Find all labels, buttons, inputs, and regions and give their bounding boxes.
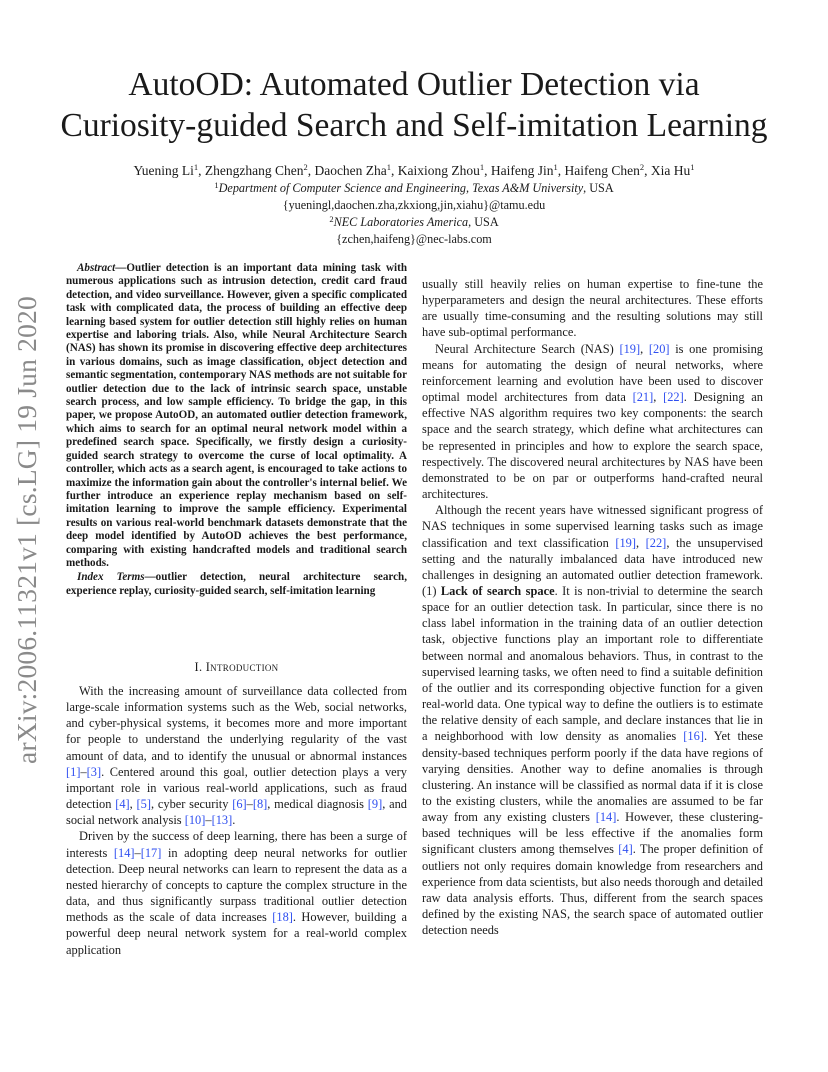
left-body	[66, 683, 407, 958]
citation-link[interactable]: [3]	[86, 764, 102, 779]
author-name: Haifeng Chen	[564, 163, 640, 178]
author-name: Zhengzhang Chen	[204, 163, 304, 178]
author-affiliation-mark: 1	[553, 162, 558, 172]
affiliation-2: $^2$NEC Laboratories America, USA	[329, 214, 499, 229]
right-column	[422, 276, 763, 938]
abstract-label: Abstract	[77, 262, 116, 274]
citation-link[interactable]: [16]	[683, 729, 704, 744]
author-name: Yuening Li	[133, 163, 194, 178]
citation-link[interactable]: [22]	[663, 390, 684, 405]
citation-link[interactable]: [4]	[618, 842, 633, 857]
author-affiliation-mark: 2	[639, 162, 645, 172]
index-terms-text: —outlier detection, neural architecture search, experience replay, curiosity-guided search, self-imitation learning	[66, 571, 407, 597]
affiliation-1: $^1$Department of Computer Science and Engineering, Texas A&M University, USA	[214, 180, 614, 195]
left-column	[66, 262, 407, 598]
citation-link[interactable]: [17]	[140, 845, 162, 860]
affiliation-2-email: {zchen,haifeng}@nec-labs.com	[336, 232, 492, 246]
author-affiliation-mark: 1	[690, 162, 695, 172]
title-line-1: AutoOD: Automated Outlier Detection via	[128, 66, 700, 103]
citation-link[interactable]: [8]	[252, 797, 268, 812]
author-name: Xia Hu	[650, 163, 691, 178]
affiliation-1-email: {yueningl,daochen.zha,zkxiong,jin,xiahu}@tamu.edu	[282, 198, 546, 212]
author-name: Daochen Zha	[314, 163, 387, 178]
index-terms	[66, 571, 407, 598]
citation-link[interactable]: [19]	[619, 341, 641, 356]
citation-link[interactable]: [13]	[211, 813, 233, 828]
abstract-text: —Outlier detection is an important data mining task with numerous applications such as intrusion detection, credit card fraud detection, and video surveillance. However, given a specific complicated task with complicated data, the process of building an effective deep learning based system for outlier detection still highly relies on human expertise and laboring trials. Also, while Neural Architecture Search (NAS) has shown its promise in discovering effective deep architectures in various domains, such as image classification, object detection and semantic segmentation, contemporary NAS methods are not suitable for outlier detection due to the lack of intrinsic search space, unstable search process, and low sample efficiency. To bridge the gap, in this paper, we propose AutoOD, an automated outlier detection framework, which aims to search for an optimal neural network model within a predefined search space. Specifically, we firstly design a curiosity-guided search strategy to overcome the curse of local optimality. A controller, which acts as a search agent, is encouraged to take actions to maximize the information gain about the controller's internal belief. We further introduce an experience replay mechanism based on self-imitation learning to improve the sample efficiency. Experimental results on various real-world benchmark datasets demonstrate that the deep model identified by AutoOD achieves the best performance, comparing with existing handcrafted models and traditional search methods.	[66, 262, 407, 569]
body-paragraph: With the increasing amount of surveillance data collected from large-scale information systems such as the Web, social networks, and cyber-physical systems, it becomes more and more important for people to understand the underlying regularity of the vast amount of data, and to identify the unusual or abnormal instances [1]–[3]. Centered around this goal, outlier detection plays a very important role in various real-world applications, such as fraud detection [4], [5], cyber security [6]–[8], medical diagnosis [9], and social network analysis [10]–[13].	[66, 684, 408, 828]
section-number: I.	[194, 660, 203, 674]
citation-link[interactable]: [21]	[632, 390, 654, 405]
abstract	[66, 262, 407, 570]
citation-link[interactable]: [20]	[648, 341, 670, 356]
author-affiliation-mark: 1	[193, 162, 199, 172]
body-paragraph: Although the recent years have witnessed significant progress of NAS techniques in some supervised learning tasks such as image classification and text classification [19], [22], the unsupervised setting and the naturally imbalanced data have introduced new challenges in designing an automated outlier detection framework. (1) Lack of search space. It is non-trivial to determine the search space for an outlier detection task. In particular, since there is no class label information in the training data of an outlier detection task, objective functions play an important role to differentiate between normal and anomalous behaviors. Thus, in contrast to the supervised learning tasks, we often need to find a suitable definition of the outlier and its corresponding objective function for a given real-world data. One typical way to define the outliers is to estimate the relative density of each sample, and declare instances that lie in a neighborhood with low density as anomalies [16]. Yet these density-based techniques perform poorly if the data have regions of varying densities. Another way to define anomalies is through clustering. An instance will be classified as normal data if it is close to the existing clusters, while the anomalies are assumed to be far away from any existing clusters [14]. However, these clustering-based techniques will be less effective if the anomalies form significant clusters among themselves [4]. The proper definition of outliers not only requires domain knowledge from researchers and experience from data scientists, but also needs thorough and detailed raw data analysis efforts. Thus, different from the search spaces defined by the existing NAS, the search space of automated outlier detection needs	[422, 503, 764, 938]
arxiv-side-stamp	[12, 290, 42, 770]
author-name: Haifeng Jin	[490, 163, 554, 178]
arxiv-identifier: arXiv:2006.11321v1 [cs.LG] 19 Jun 2020	[11, 296, 42, 764]
citation-link[interactable]: [6]	[232, 797, 247, 812]
citation-link[interactable]: [18]	[272, 910, 293, 925]
body-paragraph: Driven by the success of deep learning, there has been a surge of interests [14]–[17] in adopting deep neural networks for outlier detection. Deep neural networks can learn to represent the data as a nested hierarchy of concepts to capture the complex structure in the data, and thus significantly surpass traditional outlier detection methods as the scale of data increases [18]. However, building a powerful deep neural network system for a real-world complex application	[66, 829, 408, 957]
title-line-2: Curiosity-guided Search and Self-imitation Learning	[60, 107, 768, 144]
section-heading	[66, 660, 407, 675]
citation-link[interactable]: [9]	[367, 797, 383, 812]
body-paragraph: Neural Architecture Search (NAS) [19], [20] is one promising means for automating the design of neural networks, where reinforcement learning and evolution have been used to discover optimal model architectures from data [21], [22]. Designing an effective NAS algorithm requires two key components: the search space and the search strategy, which define what architectures can be represented in principles and how to explore the search space, respectively. The discovered neural architectures by NAS have been demonstrated to be on par or outperforms hand-crafted neural architectures.	[422, 341, 763, 502]
citation-link[interactable]: [19]	[615, 535, 637, 550]
author-name: Kaixiong Zhou	[397, 163, 480, 178]
citation-link[interactable]: [5]	[136, 797, 151, 812]
citation-link[interactable]: [22]	[645, 535, 667, 550]
author-affiliation-mark: 2	[303, 162, 308, 172]
paper-title	[0, 64, 828, 146]
citation-link[interactable]: [1]	[66, 764, 81, 779]
author-affiliation-mark: 1	[386, 162, 392, 172]
citation-link[interactable]: [4]	[115, 797, 130, 812]
section-title: Introduction	[205, 660, 279, 674]
citation-link[interactable]: [10]	[184, 813, 206, 828]
bold-phrase: Lack of search space	[440, 583, 555, 598]
citation-link[interactable]: [14]	[113, 845, 135, 860]
citation-link[interactable]: [14]	[595, 810, 617, 825]
index-terms-label: Index Terms	[77, 571, 145, 584]
author-list: Yuening Li$^1$, Zhengzhang Chen$^2$, Daochen Zha$^1$, Kaixiong Zhou$^1$, Haifeng Jin$^1$, Haifeng Chen$^2$, Xia Hu$^1$	[133, 162, 695, 178]
body-paragraph: usually still heavily relies on human expertise to fine-tune the hyperparameters and design the neural architectures. These efforts are usually time-consuming and the resulting solutions may still have sub-optimal performance.	[422, 277, 763, 340]
author-affiliation-mark: 1	[479, 162, 485, 172]
